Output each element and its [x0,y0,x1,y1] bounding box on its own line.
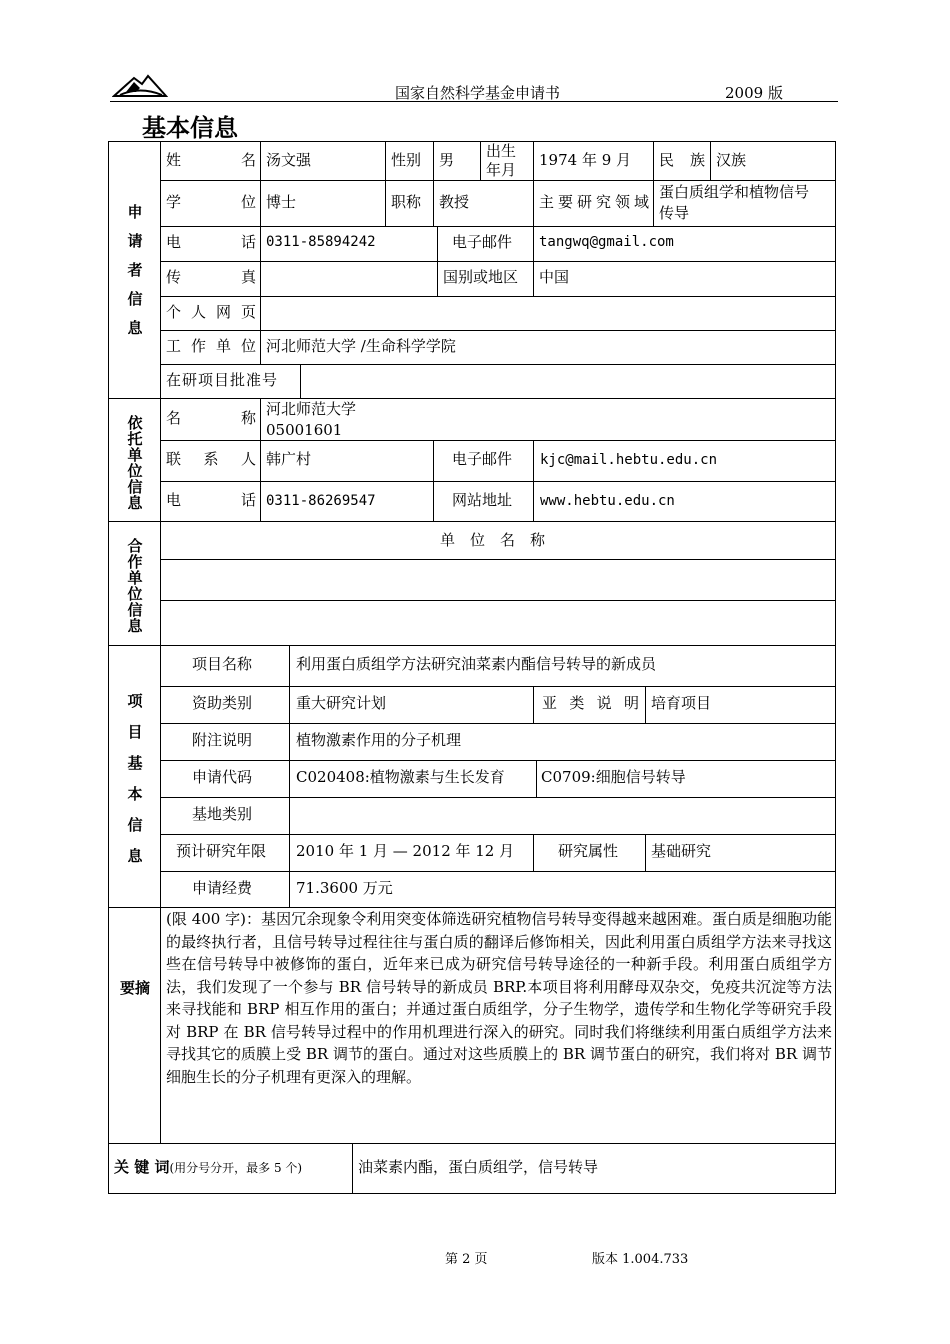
research-attr: 基础研究 [651,842,712,860]
note-label: 附注说明 [192,731,253,749]
degree-label: 学 位 [166,193,256,211]
institution-phone: 0311-86269547 [266,493,376,509]
abstract-text: (限 400 字)：基因冗余现象令利用突变体筛选研究植物信号转导变得越来越困难。蛋白质是细胞功能的最终执行者，且信号转导过程往往与蛋白质的翻译后修饰相关，因此利用蛋白质组学方法来寻找这些在信号转导中被修饰的蛋白，近年来已成为研究信号转导途径的一种新手段。利用蛋白质组学方法，我们发现了一个参与 BR 信号转导的新成员 BRP.本项目将利用酵母双杂交，免疫共沉淀等方法来寻找能和 BRP 相互作用的蛋白；并通过蛋白质组学，分子生物学，遗传学和生物化学等研究手段对 BRP 在 BR 信号转导过程中的作用机理进行深入的研究。同时我们将继续利用蛋白质组学方法来寻找其它的质膜上受 BR 调节的蛋白。通过对这些质膜上的 BR 调节蛋白的研究，我们将对 BR 调节细胞生长的分子机理有更深入的理解。 [166,910,832,1086]
section-partner-label: 合作单位信息 [125,537,144,634]
phone-label: 电 话 [166,233,256,251]
institution-code: 05001601 [266,421,343,439]
section-project-label: 项目基本信息 [125,693,144,879]
applicant-email: tangwq@gmail.com [539,234,674,250]
homepage-label: 个 人 网 页 [166,303,256,321]
applicant-workplace: 河北师范大学 /生命科学学院 [266,337,456,355]
website-label: 网站地址 [452,491,513,509]
research-attr-label: 研究属性 [558,842,619,860]
applicant-name: 汤文强 [266,151,312,169]
budget: 71.3600 万元 [296,879,393,897]
header-rule [110,101,838,102]
keywords-hint: (用分号分开，最多 5 个) [169,1161,303,1175]
institution-email-label: 电子邮件 [452,450,513,468]
nsfc-logo-icon [112,70,168,98]
section-abstract-label: 摘要 [118,979,151,1085]
ethnic-label: 民 族 [659,151,705,169]
header-title: 国家自然科学基金申请书 [395,84,561,102]
keywords-value: 油菜素内酯，蛋白质组学，信号转导 [358,1158,599,1176]
keywords-label-text: 关 键 词 [114,1158,170,1176]
applicant-title: 教授 [439,193,470,211]
institution-name-label: 名 称 [166,409,256,427]
ongoing-project-label: 在研项目批准号 [166,371,279,389]
section-applicant-label: 申请者信息 [125,203,144,349]
applicant-degree: 博士 [266,193,297,211]
footer-page-number: 第 2 页 [445,1252,488,1267]
header-version: 2009 版 [725,84,783,102]
subtype-label: 亚 类 说 明 [542,694,639,712]
birth-label-line2: 年月 [486,161,517,179]
gender-label: 性别 [391,151,422,169]
duration: 2010 年 1 月 — 2012 年 12 月 [296,842,515,860]
note: 植物激素作用的分子机理 [296,731,462,749]
workplace-label: 工 作 单 位 [166,337,256,355]
birth-label-line1: 出生 [486,142,517,160]
institution-contact: 韩广村 [266,450,312,468]
field-label: 主要研究领域 [539,193,649,211]
application-code-2: C0709:细胞信号转导 [541,768,686,786]
applicant-birth: 1974 年 9 月 [539,151,632,169]
section-institution-label: 依托单位信息 [125,414,144,511]
applicant-gender: 男 [439,151,455,169]
funding-type-label: 资助类别 [192,694,253,712]
application-code-label: 申请代码 [192,768,253,786]
applicant-field-line2: 传导 [659,204,690,222]
title-label: 职称 [391,193,422,211]
fax-label: 传 真 [166,268,256,286]
keywords-label [114,1158,302,1178]
project-name-label: 项目名称 [192,655,253,673]
duration-label: 预计研究年限 [176,842,267,860]
name-label: 姓 名 [166,151,256,169]
institution-website: www.hebtu.edu.cn [540,493,675,509]
funding-type: 重大研究计划 [296,694,387,712]
country-label: 国别或地区 [443,268,519,286]
base-type-label: 基地类别 [192,805,253,823]
institution-name: 河北师范大学 [266,400,357,418]
budget-label: 申请经费 [192,879,253,897]
page-title: 基本信息 [142,114,238,142]
application-code-1: C020408:植物激素与生长发育 [296,768,505,786]
footer-version: 版本 1.004.733 [592,1252,689,1267]
subtype: 培育项目 [651,694,712,712]
institution-email: kjc@mail.hebtu.edu.cn [540,452,718,468]
institution-phone-label: 电 话 [166,491,256,509]
applicant-ethnic: 汉族 [716,151,747,169]
partner-name-header: 单 位 名 称 [440,531,546,549]
contact-label: 联 系 人 [166,450,256,468]
applicant-phone: 0311-85894242 [266,234,376,250]
email-label: 电子邮件 [452,233,513,251]
applicant-country: 中国 [539,268,570,286]
applicant-field-line1: 蛋白质组学和植物信号 [659,183,810,201]
project-name: 利用蛋白质组学方法研究油菜素内酯信号转导的新成员 [296,655,657,673]
